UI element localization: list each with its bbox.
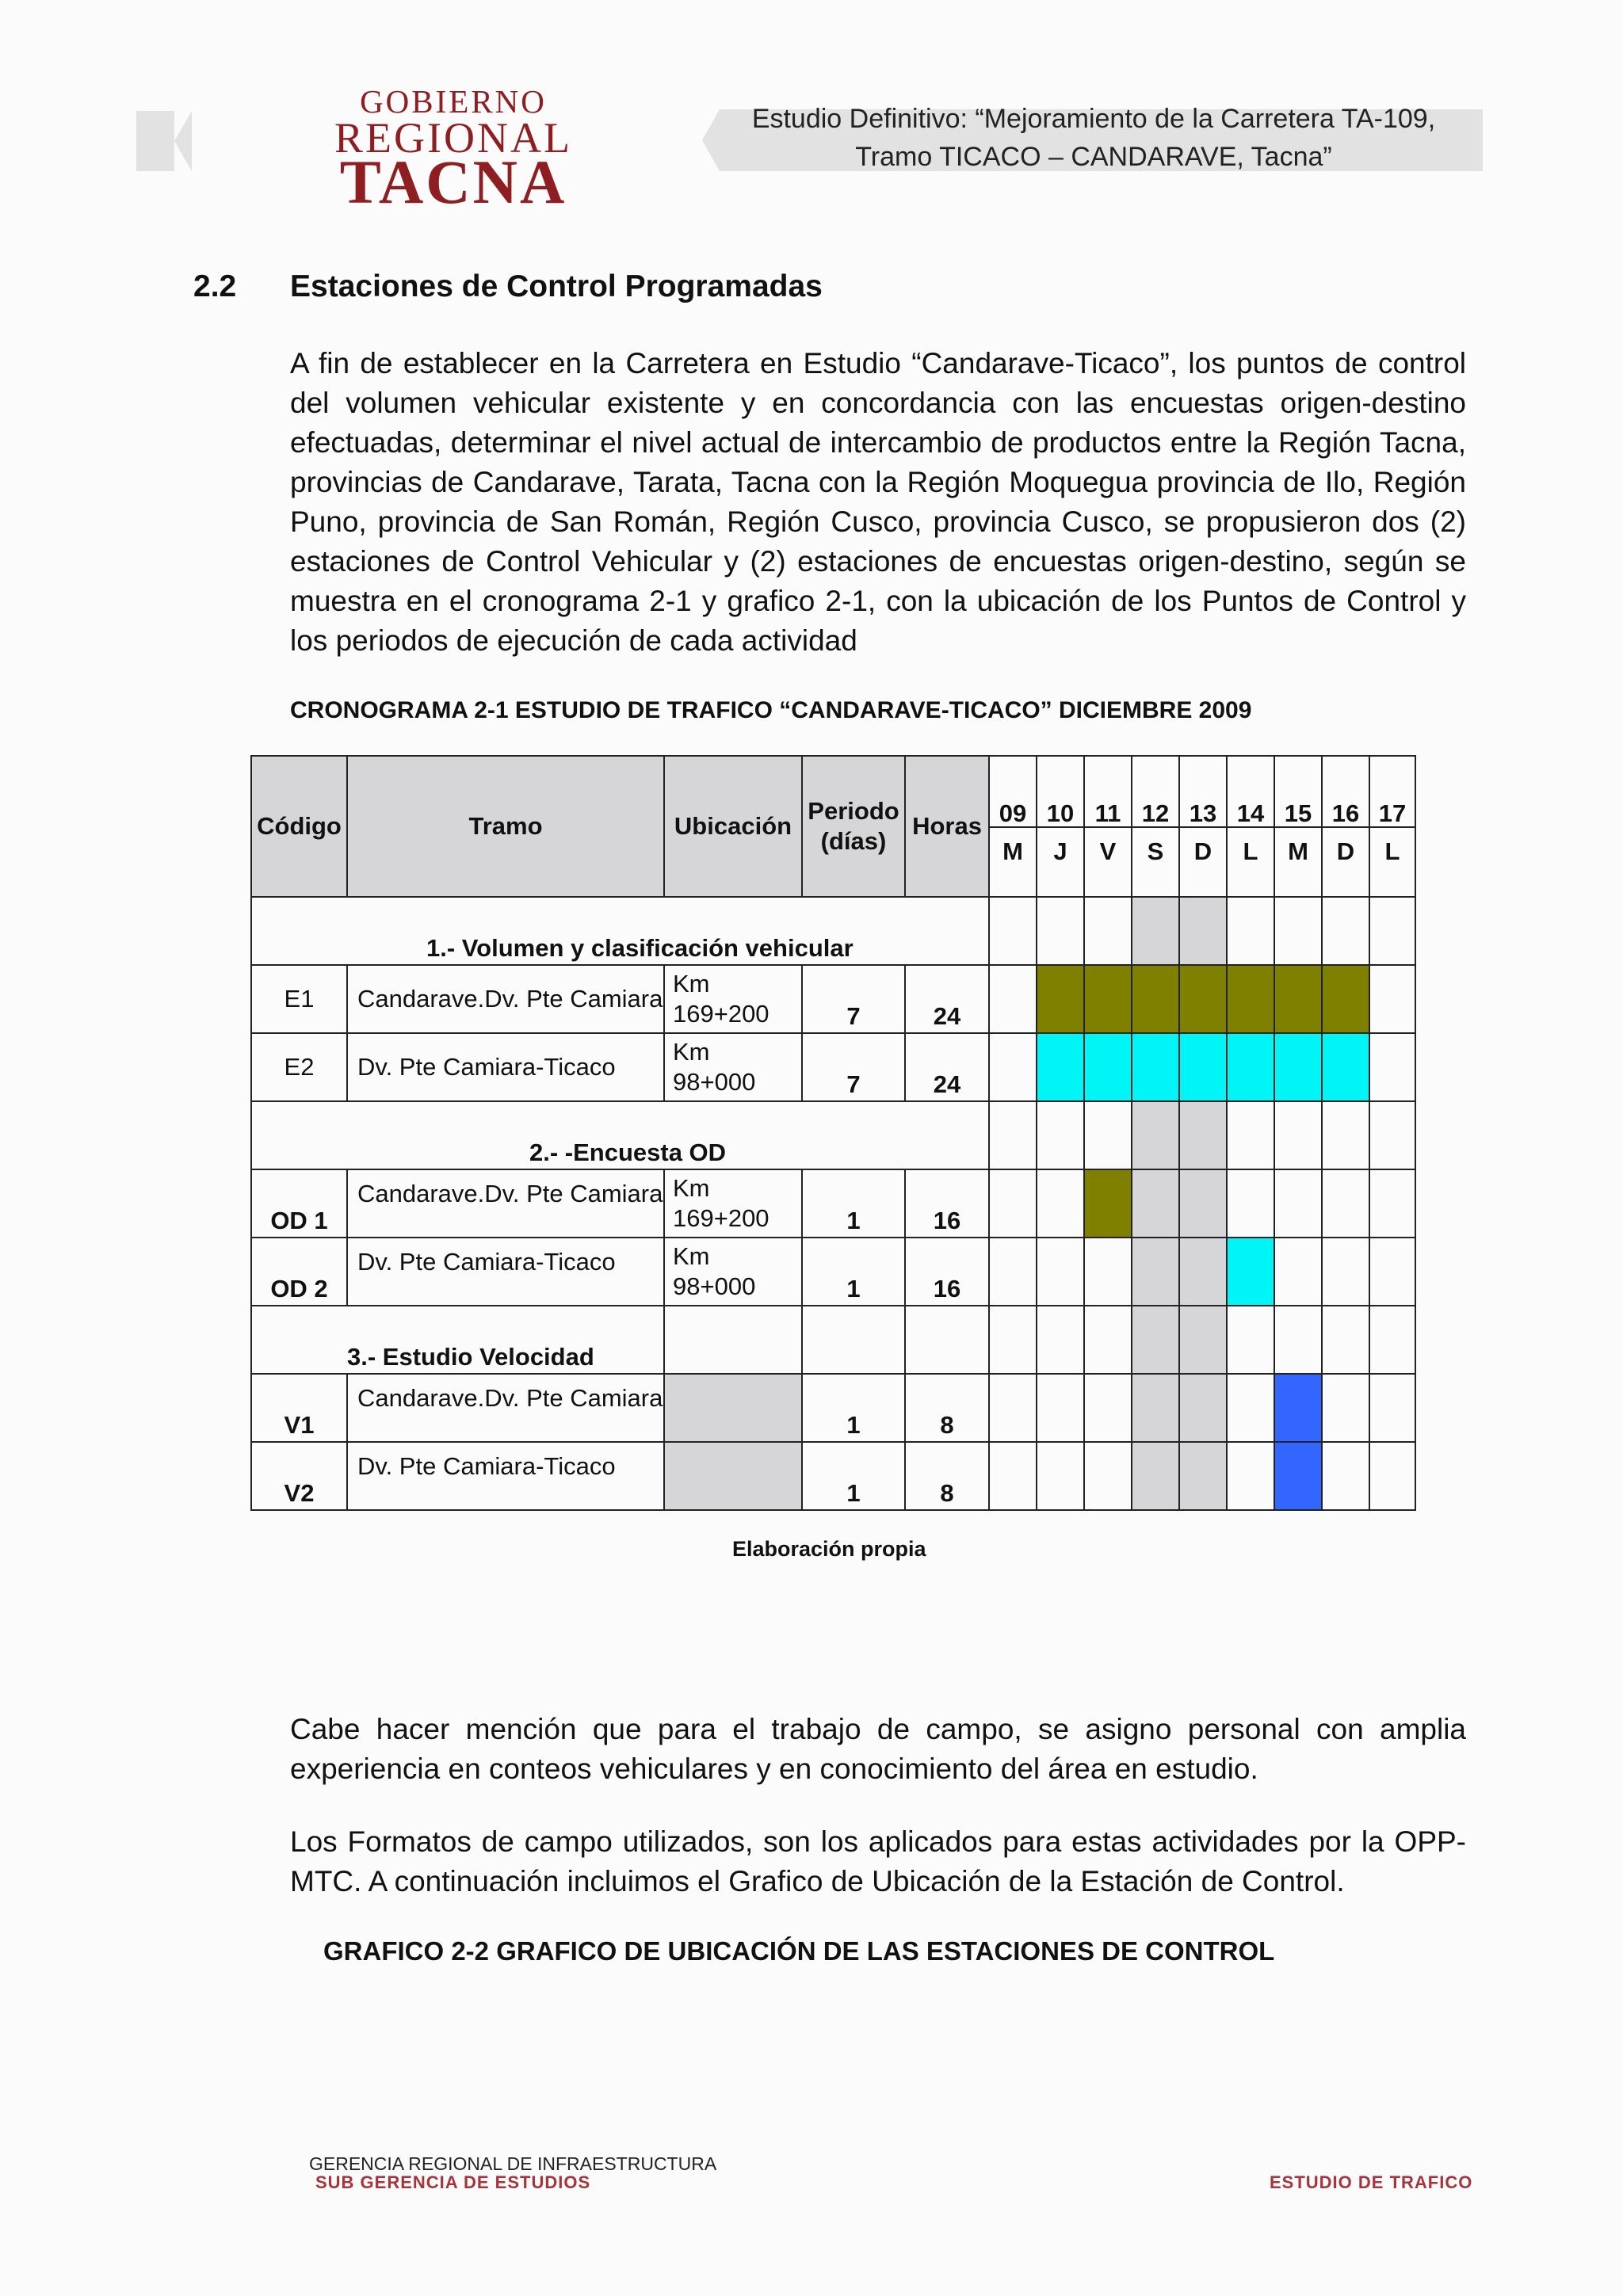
table-cell xyxy=(1274,1306,1322,1374)
section-number: 2.2 xyxy=(193,269,237,303)
table-cell xyxy=(1322,1033,1369,1101)
header-periodo: Periodo (días) xyxy=(802,756,905,897)
table-cell xyxy=(1274,965,1322,1033)
table-cell xyxy=(1369,1306,1415,1374)
table-cell: V1 xyxy=(251,1374,347,1442)
table-cell xyxy=(1037,1306,1084,1374)
table-cell: OD 2 xyxy=(251,1238,347,1306)
table-cell: 8 xyxy=(905,1374,989,1442)
schedule-table xyxy=(250,755,1416,1511)
day-header: 13 D xyxy=(1179,756,1227,897)
intro-paragraph: A fin de establecer en la Carretera en Estudio “Candarave-Ticaco”, los puntos de control del volumen vehicular existente y en concordancia con las encuestas origen-destino efectuadas, determinar el nivel actual de intercambio de productos entre la Región Tacna, provincias de Candarave, Tarata, Tacna con la Región Moquegua provincia de Ilo, Región Puno, provincia de San Román, Región Cusco, provincia Cusco, se propusieron dos (2) estaciones de Control Vehicular y (2) estaciones de encuestas origen-destino, según se muestra en el cronograma 2-1 y grafico 2-1, con la ubicación de los Puntos de Control y los periodos de ejecución de cada actividad xyxy=(290,347,1466,657)
table-cell xyxy=(664,1374,802,1442)
section-title-volumen: 1.- Volumen y clasificación vehicular xyxy=(251,897,989,965)
table-cell xyxy=(1037,1169,1084,1238)
section-title: Estaciones de Control Programadas xyxy=(290,269,823,303)
table-cell xyxy=(989,897,1037,965)
table-cell: Dv. Pte Camiara-Ticaco xyxy=(347,1442,664,1510)
table-cell: Candarave.Dv. Pte Camiara xyxy=(347,1374,664,1442)
table-cell xyxy=(1084,1306,1132,1374)
table-cell xyxy=(1037,897,1084,965)
table-cell xyxy=(1274,1238,1322,1306)
day-header: 12 S xyxy=(1132,756,1179,897)
table-cell xyxy=(1132,897,1179,965)
table-cell xyxy=(1322,1306,1369,1374)
table-cell xyxy=(1227,1169,1274,1238)
table-cell xyxy=(1179,1442,1227,1510)
day-header: 17 L xyxy=(1369,756,1415,897)
table-cell xyxy=(1179,1101,1227,1169)
table-cell xyxy=(1179,1169,1227,1238)
table-cell: Km 98+000 xyxy=(664,1033,802,1101)
table-cell xyxy=(1274,1169,1322,1238)
table-cell: E2 xyxy=(251,1033,347,1101)
header-study-title xyxy=(713,100,1474,176)
section-row xyxy=(251,897,1415,965)
table-cell xyxy=(1084,1101,1132,1169)
table-cell xyxy=(1084,965,1132,1033)
table-cell xyxy=(1322,1238,1369,1306)
table-cell: Candarave.Dv. Pte Camiara xyxy=(347,1169,664,1238)
table-cell: 7 xyxy=(802,1033,905,1101)
table-cell xyxy=(802,1306,905,1374)
table-cell: 8 xyxy=(905,1442,989,1510)
table-cell xyxy=(989,965,1037,1033)
table-cell xyxy=(1274,897,1322,965)
table-cell xyxy=(1274,1033,1322,1101)
table-cell xyxy=(1227,1442,1274,1510)
table-cell xyxy=(1322,965,1369,1033)
table-cell xyxy=(1084,1238,1132,1306)
table-cell: 7 xyxy=(802,965,905,1033)
table-cell xyxy=(1037,1374,1084,1442)
table-cell: Candarave.Dv. Pte Camiara xyxy=(347,965,664,1033)
table-cell xyxy=(1084,1374,1132,1442)
table-cell xyxy=(1322,1101,1369,1169)
table-cell xyxy=(1037,965,1084,1033)
table-cell xyxy=(1322,897,1369,965)
table-cell xyxy=(1227,1033,1274,1101)
paragraph-personal: Cabe hacer mención que para el trabajo de campo, se asigno personal con amplia experiencia en conteos vehiculares y en conocimiento del área en estudio. xyxy=(290,1713,1466,1785)
table-row xyxy=(251,1442,1415,1510)
table-cell xyxy=(1132,1033,1179,1101)
section-title-velocidad: 3.- Estudio Velocidad xyxy=(251,1306,664,1374)
table-cell xyxy=(1369,1374,1415,1442)
table-cell xyxy=(1369,1442,1415,1510)
schedule-caption: CRONOGRAMA 2-1 ESTUDIO DE TRAFICO “CANDARAVE-TICACO” DICIEMBRE 2009 xyxy=(290,697,1252,723)
table-cell xyxy=(1179,1306,1227,1374)
day-header: 10 J xyxy=(1037,756,1084,897)
table-cell xyxy=(905,1306,989,1374)
table-cell xyxy=(989,1033,1037,1101)
table-cell xyxy=(1322,1374,1369,1442)
header-codigo: Código xyxy=(251,756,347,897)
table-cell xyxy=(1274,1374,1322,1442)
table-cell: V2 xyxy=(251,1442,347,1510)
table-cell xyxy=(1037,1238,1084,1306)
header-study-line2: Tramo TICACO – CANDARAVE, Tacna” xyxy=(855,142,1332,172)
table-cell xyxy=(1132,1374,1179,1442)
day-header: 16 D xyxy=(1322,756,1369,897)
table-cell xyxy=(1322,1442,1369,1510)
table-cell: Km 169+200 xyxy=(664,965,802,1033)
paragraph-formatos: Los Formatos de campo utilizados, son los aplicados para estas actividades por la OPP-MTC. A continuación incluimos el Grafico de Ubicación de la Estación de Control. xyxy=(290,1825,1466,1897)
table-cell xyxy=(1369,1238,1415,1306)
table-cell xyxy=(1037,1033,1084,1101)
table-cell xyxy=(1132,1306,1179,1374)
table-row xyxy=(251,1033,1415,1101)
table-row xyxy=(251,1374,1415,1442)
table-cell: E1 xyxy=(251,965,347,1033)
table-cell xyxy=(1132,1101,1179,1169)
day-header: 15 M xyxy=(1274,756,1322,897)
table-cell xyxy=(1227,1306,1274,1374)
table-cell xyxy=(1179,897,1227,965)
table-cell xyxy=(1179,965,1227,1033)
table-cell xyxy=(1274,1101,1322,1169)
table-row xyxy=(251,965,1415,1033)
table-cell: Dv. Pte Camiara-Ticaco xyxy=(347,1033,664,1101)
table-cell xyxy=(1227,965,1274,1033)
header-tramo: Tramo xyxy=(347,756,664,897)
table-cell: Km 98+000 xyxy=(664,1238,802,1306)
section-title-encuesta: 2.- -Encuesta OD xyxy=(251,1101,989,1169)
header-band-left xyxy=(136,111,192,171)
table-cell: 16 xyxy=(905,1238,989,1306)
table-cell xyxy=(1179,1374,1227,1442)
section-row xyxy=(251,1101,1415,1169)
table-cell xyxy=(1179,1033,1227,1101)
section-row xyxy=(251,1306,1415,1374)
table-cell xyxy=(1227,1238,1274,1306)
table-cell xyxy=(1274,1442,1322,1510)
table-row xyxy=(251,1169,1415,1238)
table-cell xyxy=(989,1306,1037,1374)
table-cell xyxy=(1369,965,1415,1033)
table-cell: Km 169+200 xyxy=(664,1169,802,1238)
table-cell xyxy=(989,1374,1037,1442)
day-header: 14 L xyxy=(1227,756,1274,897)
table-cell xyxy=(1037,1442,1084,1510)
table-cell xyxy=(1132,1442,1179,1510)
table-cell xyxy=(1084,1169,1132,1238)
table-cell xyxy=(1227,1374,1274,1442)
table-cell xyxy=(1322,1169,1369,1238)
table-cell xyxy=(1179,1238,1227,1306)
table-cell xyxy=(1037,1101,1084,1169)
table-cell xyxy=(1369,1101,1415,1169)
header-ubicacion: Ubicación xyxy=(664,756,802,897)
table-cell xyxy=(1132,965,1179,1033)
table-cell xyxy=(1369,897,1415,965)
table-cell xyxy=(1227,897,1274,965)
table-cell: 24 xyxy=(905,1033,989,1101)
table-cell xyxy=(1227,1101,1274,1169)
table-cell: 1 xyxy=(802,1374,905,1442)
header-horas: Horas xyxy=(905,756,989,897)
table-cell xyxy=(664,1442,802,1510)
graphic-caption: GRAFICO 2-2 GRAFICO DE UBICACIÓN DE LAS ESTACIONES DE CONTROL xyxy=(323,1936,1275,1966)
table-cell xyxy=(1084,897,1132,965)
table-cell xyxy=(989,1169,1037,1238)
table-cell xyxy=(989,1442,1037,1510)
table-cell xyxy=(1369,1169,1415,1238)
footer-department: GERENCIA REGIONAL DE INFRAESTRUCTURA xyxy=(309,2153,717,2174)
table-cell xyxy=(1084,1442,1132,1510)
footer-document-title: ESTUDIO DE TRAFICO xyxy=(1270,2172,1473,2192)
table-cell xyxy=(989,1238,1037,1306)
gobierno-regional-tacna-logo: GOBIERNO REGIONAL TACNA xyxy=(334,83,572,216)
table-cell: 16 xyxy=(905,1169,989,1238)
table-cell: 1 xyxy=(802,1238,905,1306)
day-header: 11 V xyxy=(1084,756,1132,897)
table-cell: Dv. Pte Camiara-Ticaco xyxy=(347,1238,664,1306)
table-cell xyxy=(989,1101,1037,1169)
table-cell xyxy=(1084,1033,1132,1101)
header-study-line1: Estudio Definitivo: “Mejoramiento de la Carretera TA-109, xyxy=(751,104,1436,134)
table-cell xyxy=(664,1306,802,1374)
table-source-note: Elaboración propia xyxy=(732,1537,926,1561)
table-cell: OD 1 xyxy=(251,1169,347,1238)
table-cell: 1 xyxy=(802,1442,905,1510)
table-cell xyxy=(1369,1033,1415,1101)
table-row xyxy=(251,1238,1415,1306)
day-header: 09 M xyxy=(989,756,1037,897)
table-cell xyxy=(1132,1238,1179,1306)
table-cell: 24 xyxy=(905,965,989,1033)
footer-subdepartment: SUB GERENCIA DE ESTUDIOS xyxy=(315,2172,591,2192)
table-cell xyxy=(1132,1169,1179,1238)
table-cell: 1 xyxy=(802,1169,905,1238)
